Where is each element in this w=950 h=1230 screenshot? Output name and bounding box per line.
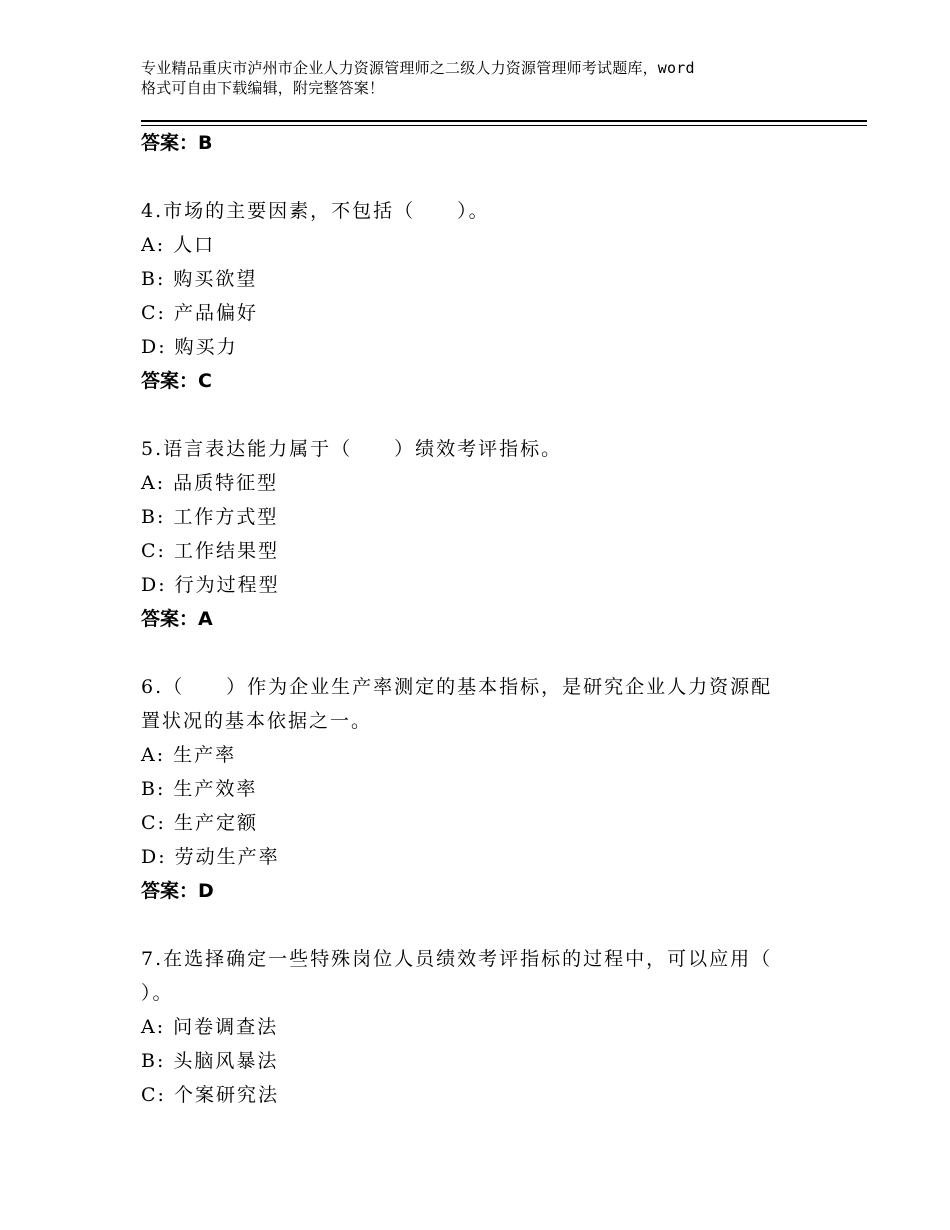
question-text-line-2: 置状况的基本依据之一。 bbox=[141, 710, 373, 732]
answer-label: 答案：B bbox=[141, 132, 213, 154]
option-d: D: 行为过程型 bbox=[141, 574, 280, 596]
header-line-2: 格式可自由下载编辑，附完整答案！ bbox=[141, 79, 385, 97]
question-text-line-1: 6.（ ）作为企业生产率测定的基本指标，是研究企业人力资源配 bbox=[141, 676, 773, 698]
option-a: A: 生产率 bbox=[141, 744, 237, 766]
question-text: 5.语言表达能力属于（ ）绩效考评指标。 bbox=[141, 438, 563, 460]
option-c: C: 产品偏好 bbox=[141, 302, 258, 324]
option-a: A: 人口 bbox=[141, 234, 216, 256]
answer-label: 答案：A bbox=[141, 608, 213, 630]
question-6 bbox=[141, 670, 841, 908]
option-c: C: 生产定额 bbox=[141, 812, 258, 834]
question-text-line-2: ）。 bbox=[141, 982, 174, 1004]
answer-label: 答案：C bbox=[141, 370, 212, 392]
question-list bbox=[141, 126, 841, 1112]
option-a: A: 问卷调查法 bbox=[141, 1016, 279, 1038]
question-text: 4.市场的主要因素，不包括（ ）。 bbox=[141, 200, 490, 222]
option-c: C: 个案研究法 bbox=[141, 1084, 279, 1106]
option-b: B: 工作方式型 bbox=[141, 506, 279, 528]
option-b: B: 头脑风暴法 bbox=[141, 1050, 279, 1072]
header-line-1: 专业精品重庆市泸州市企业人力资源管理师之二级人力资源管理师考试题库，word bbox=[141, 59, 695, 77]
option-d: D: 购买力 bbox=[141, 336, 238, 358]
header-rule-thick bbox=[141, 120, 867, 122]
question-5 bbox=[141, 432, 841, 636]
option-b: B: 购买欲望 bbox=[141, 268, 258, 290]
question-7 bbox=[141, 942, 841, 1112]
question-text-line-1: 7.在选择确定一些特殊岗位人员绩效考评指标的过程中，可以应用（ bbox=[141, 948, 773, 970]
option-a: A: 品质特征型 bbox=[141, 472, 279, 494]
option-b: B: 生产效率 bbox=[141, 778, 258, 800]
question-4 bbox=[141, 194, 841, 398]
option-c: C: 工作结果型 bbox=[141, 540, 279, 562]
document-header bbox=[141, 58, 831, 98]
answer-label: 答案：D bbox=[141, 880, 214, 902]
option-d: D: 劳动生产率 bbox=[141, 846, 280, 868]
